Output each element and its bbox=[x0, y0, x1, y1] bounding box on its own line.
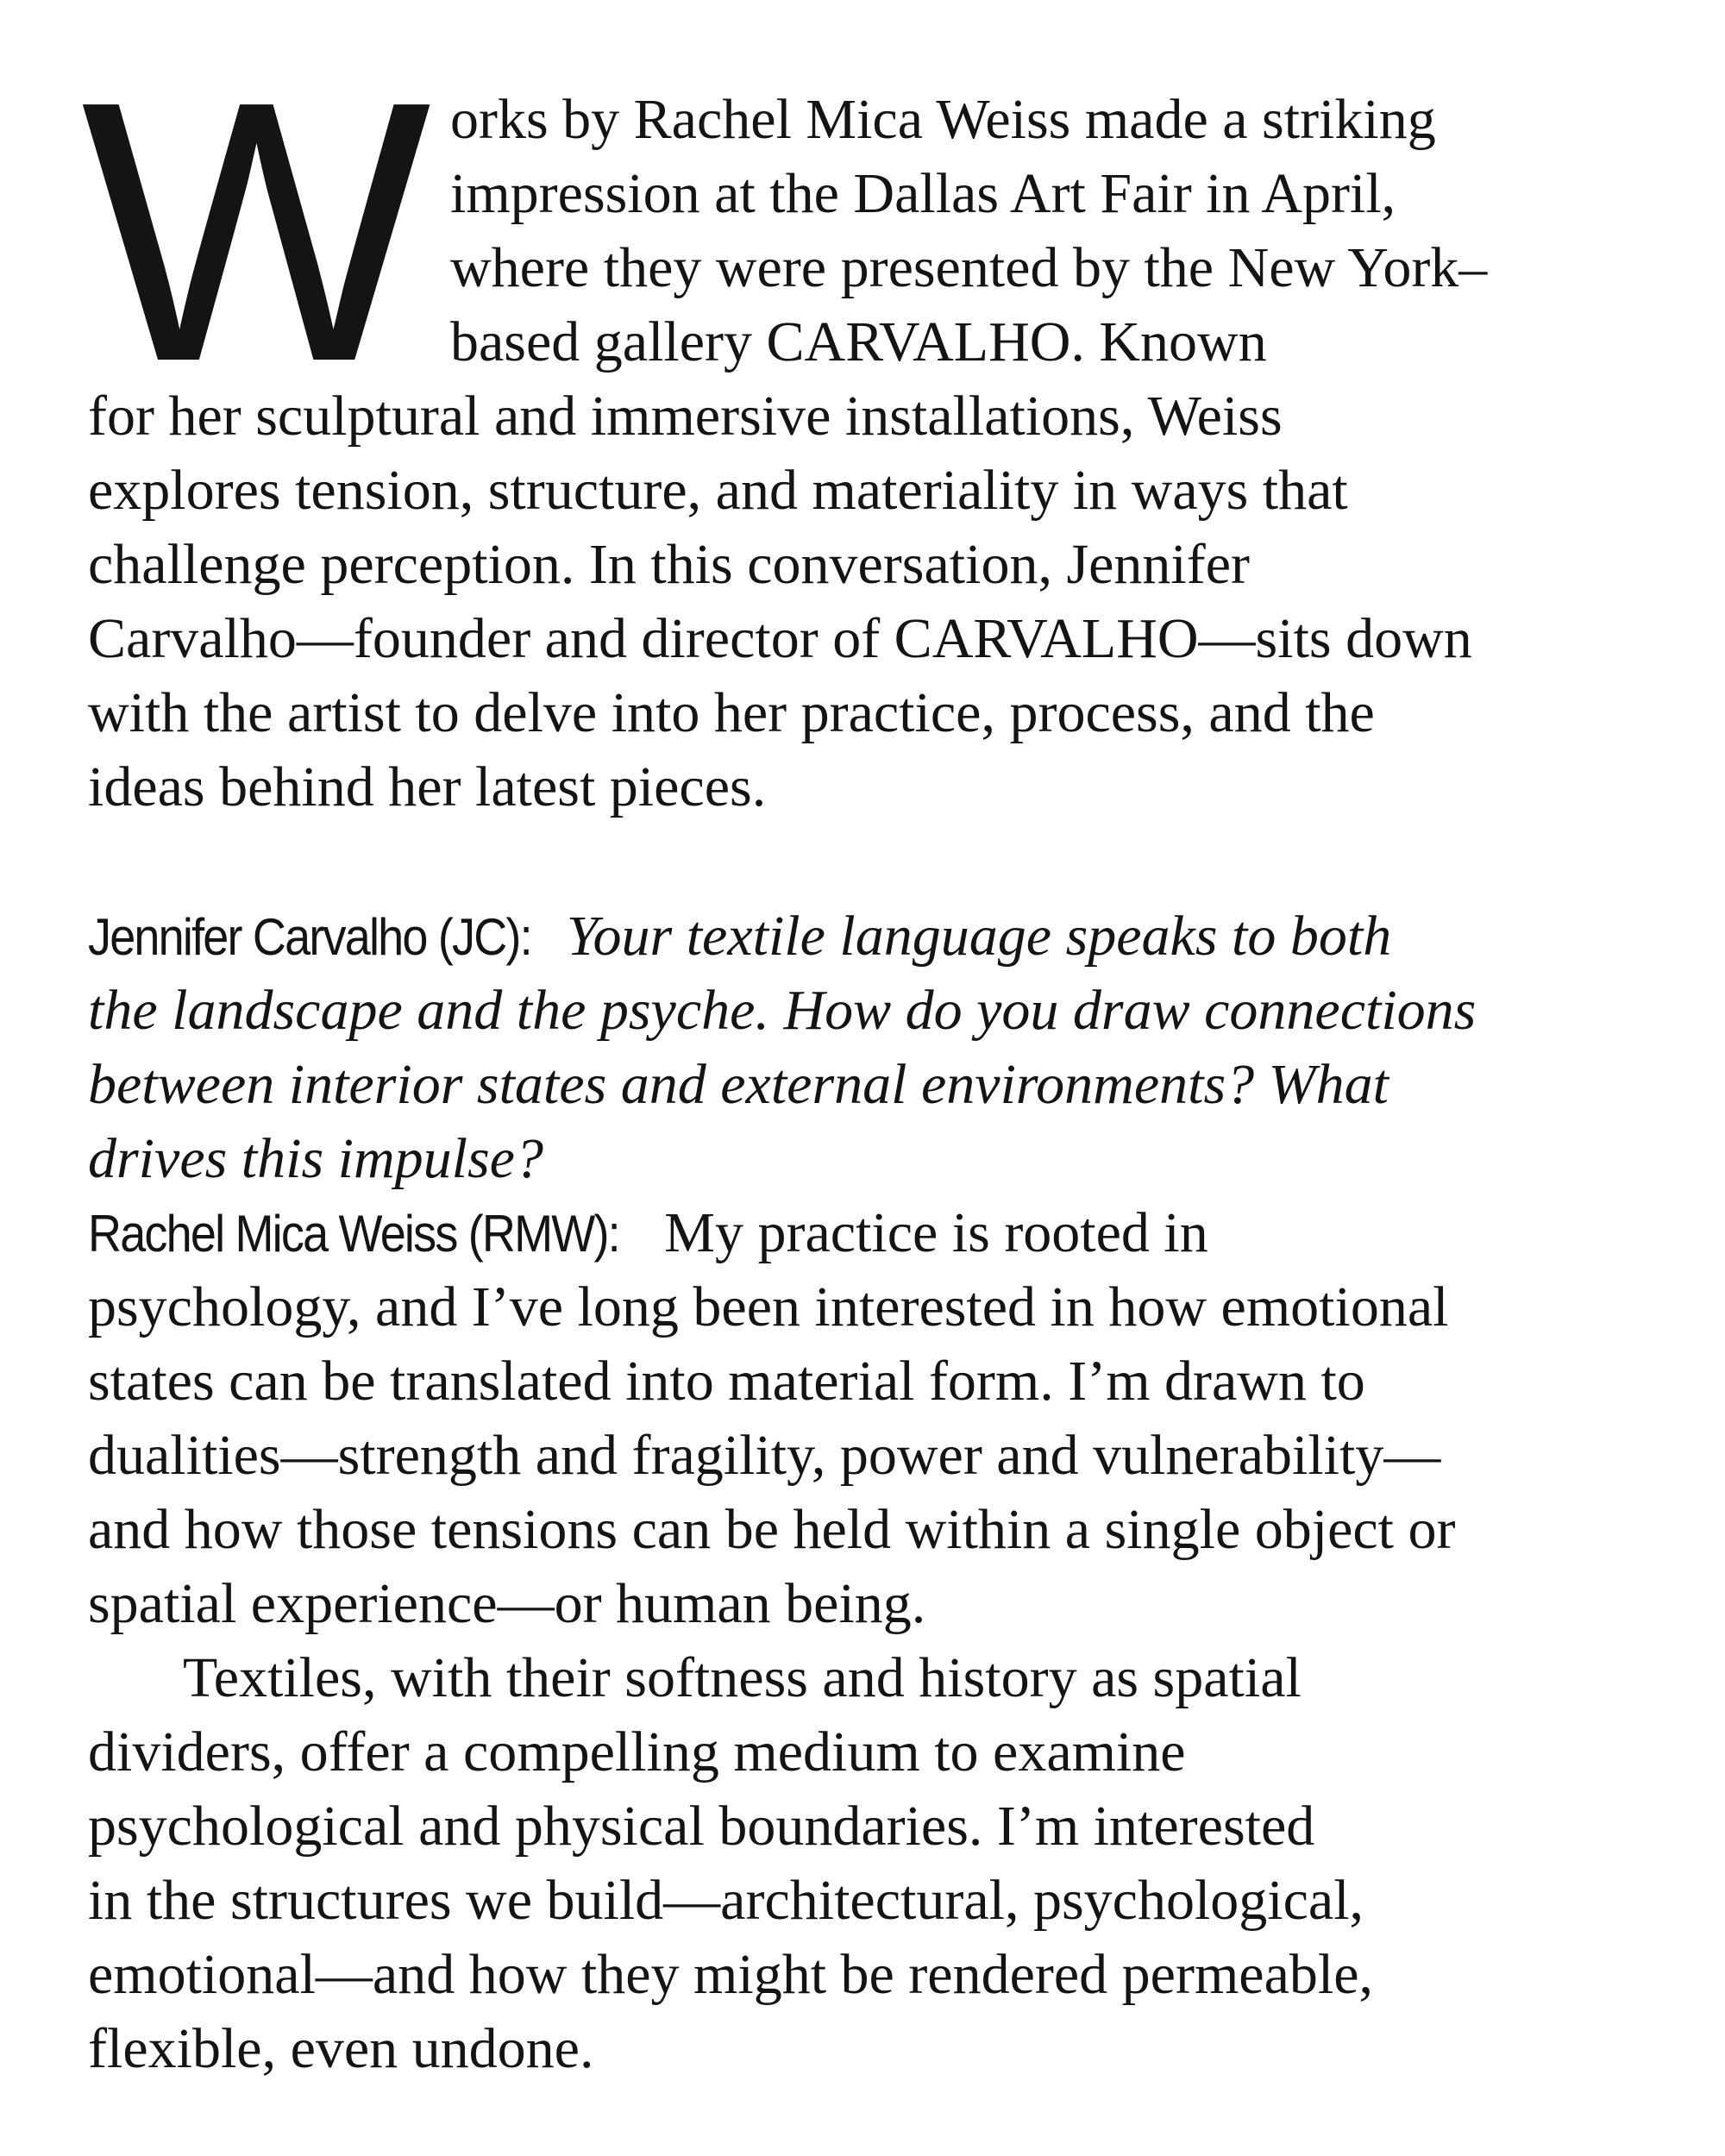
intro-line: with the artist to delve into her practice, process, and the bbox=[88, 681, 1375, 744]
answer-paragraph-2-line: emotional—and how they might be rendered permeable, bbox=[88, 1943, 1373, 2006]
answer-paragraph-2-line: flexible, even undone. bbox=[88, 2017, 594, 2080]
intro-line: ideas behind her latest pieces. bbox=[88, 755, 767, 818]
artist-speaker-label: Rachel Mica Weiss (RMW): bbox=[88, 1205, 619, 1263]
intro-line: explores tension, structure, and materiality in ways that bbox=[88, 459, 1348, 522]
intro-line: impression at the Dallas Art Fair in April, bbox=[450, 162, 1396, 225]
question-text: Your textile language speaks to both bbox=[566, 905, 1392, 968]
drop-cap: W bbox=[81, 25, 426, 439]
intro-line: for her sculptural and immersive installations, Weiss bbox=[88, 385, 1283, 448]
question-line: drives this impulse? bbox=[88, 1127, 543, 1190]
answer-paragraph-2-line: psychological and physical boundaries. I’m interested bbox=[88, 1795, 1315, 1858]
answer-text: My practice is rooted in bbox=[664, 1201, 1208, 1264]
answer-line: spatial experience—or human being. bbox=[88, 1572, 926, 1635]
answer-line: states can be translated into material form. I’m drawn to bbox=[88, 1350, 1365, 1413]
intro-line: based gallery CARVALHO. Known bbox=[450, 310, 1267, 373]
answer-paragraph-2-line: Textiles, with their softness and history as spatial bbox=[183, 1646, 1302, 1709]
question-line: between interior states and external environments? What bbox=[88, 1053, 1389, 1116]
answer-line: and how those tensions can be held within a single object or bbox=[88, 1498, 1456, 1561]
answer-paragraph-2-line: in the structures we build—architectural, psychological, bbox=[88, 1869, 1364, 1932]
intro-line: challenge perception. In this conversation, Jennifer bbox=[88, 533, 1251, 596]
question-line: the landscape and the psyche. How do you draw connections bbox=[88, 979, 1477, 1042]
answer-paragraph-2-line: dividers, offer a compelling medium to examine bbox=[88, 1720, 1186, 1783]
intro-line: Carvalho—founder and director of CARVALHO—sits down bbox=[88, 607, 1472, 670]
intro-line: orks by Rachel Mica Weiss made a striking bbox=[450, 88, 1436, 151]
intro-line: where they were presented by the New York– bbox=[450, 236, 1488, 299]
answer-line: psychology, and I’ve long been interested in how emotional bbox=[88, 1275, 1449, 1338]
interviewer-speaker-label: Jennifer Carvalho (JC): bbox=[88, 908, 531, 966]
answer-line: dualities—strength and fragility, power and vulnerability— bbox=[88, 1424, 1441, 1487]
